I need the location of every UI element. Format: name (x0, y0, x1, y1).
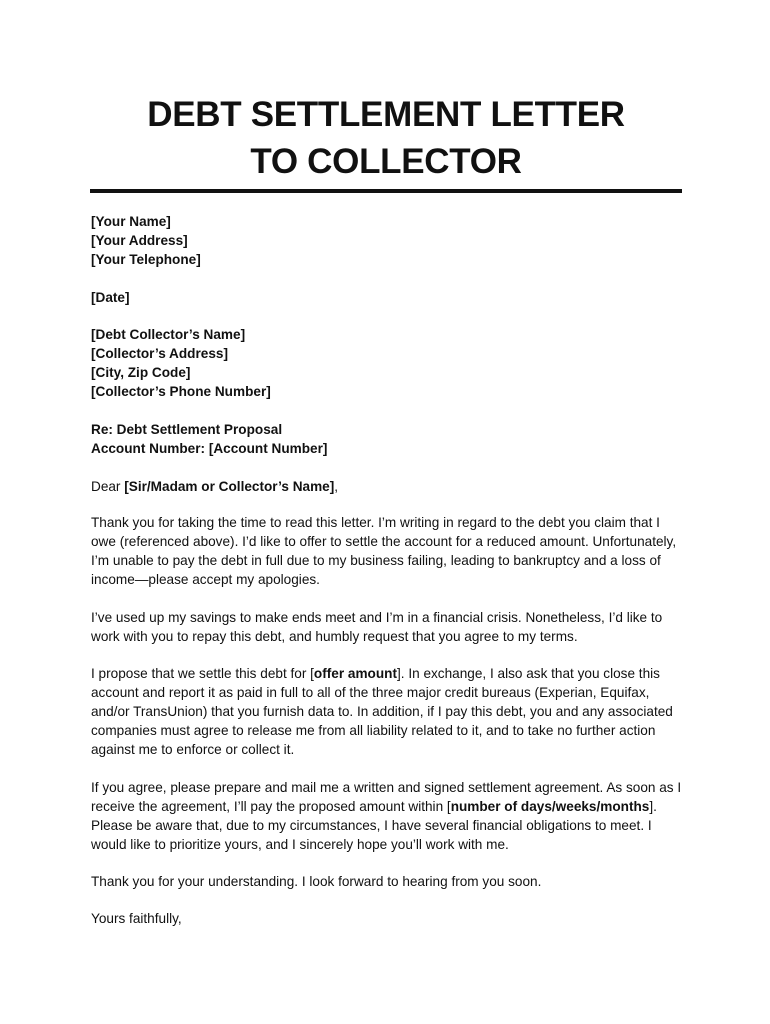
body-paragraph-5: Thank you for your understanding. I look forward to hearing from you soon. (91, 874, 542, 889)
body-paragraph-4 (91, 778, 687, 854)
closing-line: Yours faithfully, (91, 911, 182, 926)
body-paragraph-3 (91, 664, 687, 759)
paragraph-3-text-start: I propose that we settle this debt for [ (91, 666, 314, 681)
reference-block (91, 420, 683, 458)
sender-name: [Your Name] (91, 214, 171, 229)
offer-amount-placeholder: offer amount (313, 666, 397, 681)
salutation (91, 477, 683, 496)
salutation-suffix: , (334, 479, 339, 494)
payment-timeframe-placeholder: number of days/weeks/months (450, 799, 650, 814)
body-paragraph-1: Thank you for taking the time to read this letter. I’m writing in regard to the debt you claim that I owe (referenced above). I’d like to offer to settle the account for a reduced amount. Unfortunately, I’m unable to pay the debt in full due to my business failing, leading to bankruptcy and a loss of income—please accept my apologies. (91, 515, 677, 587)
sender-telephone: [Your Telephone] (91, 252, 201, 267)
sender-block (91, 212, 683, 269)
account-number-line: Account Number: [Account Number] (91, 441, 328, 456)
recipient-city-zip: [City, Zip Code] (91, 365, 191, 380)
document-title-line-2: TO COLLECTOR (250, 142, 522, 181)
title-divider (90, 189, 682, 193)
re-line: Re: Debt Settlement Proposal (91, 422, 283, 437)
sender-address: [Your Address] (91, 233, 188, 248)
salutation-prefix: Dear (91, 479, 125, 494)
body-paragraph-2: I’ve used up my savings to make ends meet and I’m in a financial crisis. Nonetheless, I’d like to work with you to repay this debt, and humbly request that you agree to my terms. (91, 610, 663, 644)
recipient-name: [Debt Collector’s Name] (91, 327, 246, 342)
paragraph-4-text-end: ]. Please be aware that, due to my circumstances, I have several financial obligations to meet. I would like to prioritize yours, and I sincerely hope you’ll work with me. (91, 799, 657, 852)
recipient-address: [Collector’s Address] (91, 346, 228, 361)
date-block (91, 288, 683, 307)
letter-date: [Date] (91, 290, 130, 305)
recipient-block (91, 325, 683, 401)
paragraph-3-text-end: ]. In exchange, I also ask that you close this account and report it as paid in full to all of the three major credit bureaus (Experian, Equifax, and/or TransUnion) that you furnish data to. In addition, if I pay this debt, you and any associated companies must agree to release me from all liability related to it, and to take no further action against me to enforce or collect it. (91, 666, 673, 757)
recipient-phone: [Collector’s Phone Number] (91, 384, 271, 399)
paragraph-4-text-start: If you agree, please prepare and mail me a written and signed settlement agreement. As soon as I receive the agreement, I’ll pay the proposed amount within [ (91, 780, 682, 814)
document-title-line-1: DEBT SETTLEMENT LETTER (147, 95, 625, 134)
salutation-name: [Sir/Madam or Collector’s Name] (124, 479, 335, 494)
